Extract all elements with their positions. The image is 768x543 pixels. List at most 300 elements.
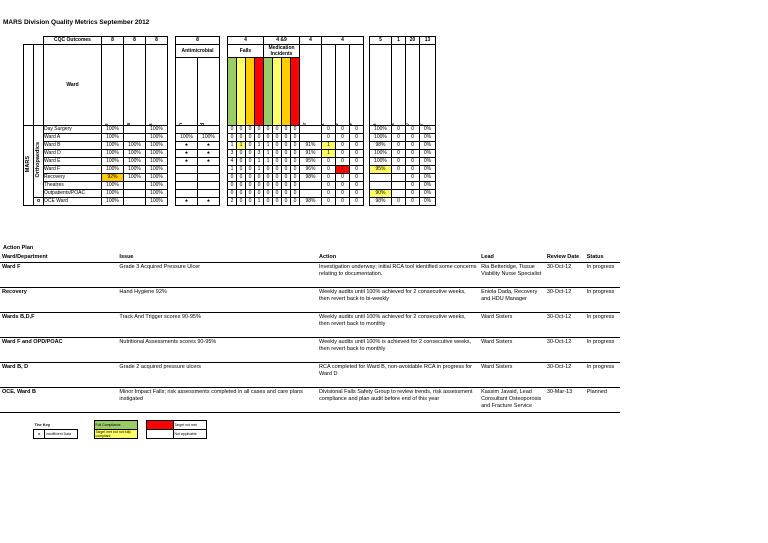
spacer [168, 198, 176, 206]
pressure-ulcer-cell: 0 [336, 142, 350, 150]
action-plan-table [0, 244, 620, 413]
ap-date: 30-Oct-12 [545, 363, 585, 388]
medication-cell: 0 [291, 126, 300, 134]
cleaning: 100% [146, 182, 168, 190]
single-sex [392, 182, 406, 190]
ap-status: In progress [585, 288, 620, 313]
end-date [198, 174, 220, 182]
medication-cell: 0 [273, 134, 282, 142]
staffing: 0% [420, 190, 436, 198]
pressure-ulcer-cell: 0 [350, 158, 364, 166]
medication-cell: 1 [264, 158, 273, 166]
ap-lead: Kassim Javaid, Lead Consultant Osteoporosis and Fracture Service [479, 388, 545, 413]
cleaning: 100% [146, 126, 168, 134]
table-row [0, 263, 620, 288]
falls-cell: 0 [237, 134, 246, 142]
ap-issue: Grade 3 Acquired Pressure Ulcer [117, 263, 317, 288]
medication-cell: 0 [282, 150, 291, 158]
falls-cell: 0 [255, 182, 264, 190]
medication-cell: 0 [264, 166, 273, 174]
ap-status: In progress [585, 338, 620, 363]
falls-cell: 0 [237, 166, 246, 174]
falls-cell: 0 [237, 158, 246, 166]
ap-ward: Ward F and OPD/POAC [0, 338, 117, 363]
staffing: 0% [420, 198, 436, 206]
nutrition [370, 174, 392, 182]
key-insufficient: Insufficient Data [45, 430, 78, 439]
ap-lead: Ward Sisters [479, 338, 545, 363]
medication-cell: 0 [273, 182, 282, 190]
medication-cell: 0 [282, 126, 291, 134]
medication-cell: 0 [291, 158, 300, 166]
end-date: ♠ [198, 198, 220, 206]
pressure-ulcer-cell: 0 [322, 190, 336, 198]
spacer [220, 190, 228, 198]
key-na: Not applicable [173, 430, 206, 439]
metrics-table [23, 36, 436, 206]
medication-cell: 1 [264, 150, 273, 158]
table-row [24, 134, 436, 142]
falls-cell: 0 [237, 174, 246, 182]
ap-action: RCA completed for Ward B, non-avoidable RCA in progress for Ward D [317, 363, 479, 388]
ap-header: Ward/Department [0, 253, 117, 263]
cleaning: 100% [146, 158, 168, 166]
antt [124, 198, 146, 206]
siri: 0 [406, 182, 420, 190]
ward-name: Outpatients/POAC [44, 190, 102, 198]
ap-header: Lead [479, 253, 545, 263]
falls-cell: 0 [255, 190, 264, 198]
pressure-ulcer-cell: 0 [350, 134, 364, 142]
medication-cell: 0 [291, 166, 300, 174]
key-full: Full Compliance [94, 421, 137, 430]
pressure-ulcer-cell: 0 [350, 126, 364, 134]
medication-cell: 0 [273, 190, 282, 198]
ward-name: Ward A [44, 134, 102, 142]
cleaning: 100% [146, 142, 168, 150]
antt: 100% [124, 150, 146, 158]
medication-cell: 0 [282, 158, 291, 166]
staffing: 0% [420, 150, 436, 158]
pressure-ulcer-cell: 0 [336, 190, 350, 198]
falls-cell: 0 [237, 190, 246, 198]
medication-cell: 0 [291, 134, 300, 142]
track-trigger: 96% [300, 166, 322, 174]
falls-cell: 0 [228, 182, 237, 190]
outcome-num: 8 [102, 37, 124, 45]
ap-date: 30-Oct-12 [545, 288, 585, 313]
medication-cell: 1 [264, 142, 273, 150]
medication-cell: 0 [282, 198, 291, 206]
falls-cell: 1 [255, 158, 264, 166]
falls-cell: 1 [228, 142, 237, 150]
single-sex: 0 [392, 142, 406, 150]
antt [124, 126, 146, 134]
medication-cell: 0 [282, 182, 291, 190]
hand-hygiene: 100% [102, 134, 124, 142]
cleaning: 100% [146, 174, 168, 182]
end-date [198, 126, 220, 134]
nutrition: 100% [370, 126, 392, 134]
medication-cell: 0 [264, 134, 273, 142]
division-cell [24, 126, 34, 206]
medication-cell: 0 [282, 190, 291, 198]
outcome-num: 4 [300, 37, 322, 45]
ap-status: Planned [585, 388, 620, 413]
staffing: 0% [420, 126, 436, 134]
pressure-ulcer-cell: 1 [336, 166, 350, 174]
hand-hygiene: 100% [102, 190, 124, 198]
medication-cell: 0 [291, 190, 300, 198]
spacer [220, 134, 228, 142]
table-row [0, 363, 620, 388]
spacer [220, 182, 228, 190]
pressure-ulcer-cell: 0 [350, 166, 364, 174]
key-not-met: Target not met [173, 421, 206, 430]
end-date: ♠ [198, 158, 220, 166]
outcome-num: 20 [406, 37, 420, 45]
cleaning: 100% [146, 150, 168, 158]
staffing: 0% [420, 134, 436, 142]
siri: 0 [406, 142, 420, 150]
ap-ward: Ward B, D [0, 363, 117, 388]
pressure-ulcer-cell: 0 [350, 190, 364, 198]
falls-cell: 1 [255, 142, 264, 150]
table-row [0, 288, 620, 313]
ap-header: Issue [117, 253, 317, 263]
falls-cell: 0 [246, 150, 255, 158]
spacer [168, 190, 176, 198]
directorate-name: Orthopaedics [35, 142, 41, 178]
medication-cell: 0 [282, 142, 291, 150]
staffing: 0% [420, 166, 436, 174]
medication-cell: 0 [291, 142, 300, 150]
nutrition: 100% [370, 134, 392, 142]
ap-status: In progress [585, 263, 620, 288]
falls-cell: 2 [228, 198, 237, 206]
ap-header: Review Date [545, 253, 585, 263]
ap-date: 30-Mar-13 [545, 388, 585, 413]
medication-cell: 0 [282, 134, 291, 142]
ward-name: Ward D [44, 150, 102, 158]
medication-cell: 0 [273, 142, 282, 150]
pressure-ulcer-cell: 0 [322, 174, 336, 182]
siri: 0 [406, 174, 420, 182]
spacer [168, 150, 176, 158]
ap-lead: Ward Sisters [479, 313, 545, 338]
antt [124, 134, 146, 142]
staffing: 0% [420, 158, 436, 166]
pressure-ulcer-cell: 0 [322, 166, 336, 174]
ap-lead: Ward Sisters [479, 363, 545, 388]
spacer [220, 126, 228, 134]
outcome-num: 8 [146, 37, 168, 45]
medication-cell: 0 [273, 166, 282, 174]
falls-cell: 3 [228, 150, 237, 158]
ward-name: Day Surgery [44, 126, 102, 134]
falls-cell: 0 [228, 190, 237, 198]
spacer [220, 166, 228, 174]
spacer [168, 182, 176, 190]
ap-lead: Eniola Dada, Recovery and HDU Manager [479, 288, 545, 313]
medication-cell: 0 [273, 158, 282, 166]
ward-name: Ward B [44, 142, 102, 150]
medication-cell: 0 [273, 174, 282, 182]
table-row [24, 182, 436, 190]
ap-header: Action [317, 253, 479, 263]
spacer [220, 158, 228, 166]
ap-issue: Grade 2 acquired pressure ulcers [117, 363, 317, 388]
spacer [220, 198, 228, 206]
nutrition: 100% [370, 150, 392, 158]
ap-action: Weekly audits until 100% achieved for 2 consecutive weeks, then revert back to monthly [317, 313, 479, 338]
spacer [168, 134, 176, 142]
key-target-met: Target met but not fully compliant [94, 430, 137, 439]
pressure-ulcer-cell: 0 [322, 126, 336, 134]
falls-cell: 0 [246, 166, 255, 174]
pressure-ulcer-cell: 0 [336, 182, 350, 190]
pressure-ulcer-cell: 0 [350, 198, 364, 206]
pressure-ulcer-cell: 0 [322, 182, 336, 190]
antt: 100% [124, 166, 146, 174]
medication-cell: 0 [264, 174, 273, 182]
pressure-ulcer-cell: 0 [350, 142, 364, 150]
medication-cell: 0 [282, 166, 291, 174]
falls-cell: 0 [246, 198, 255, 206]
pressure-ulcer-cell: 0 [350, 182, 364, 190]
spacer [220, 150, 228, 158]
nutrition: 95% [370, 166, 392, 174]
falls-cell: 0 [246, 142, 255, 150]
outcome-num: 4 [228, 37, 264, 45]
end-date [198, 182, 220, 190]
pressure-ulcer-cell: 0 [336, 158, 350, 166]
ap-ward: Recovery [0, 288, 117, 313]
medication-cell: 0 [273, 198, 282, 206]
falls-cell: 0 [237, 150, 246, 158]
cleaning: 100% [146, 190, 168, 198]
track-trigger [300, 134, 322, 142]
ward-name: Ward E [44, 158, 102, 166]
table-row [0, 313, 620, 338]
staffing: 0% [420, 142, 436, 150]
falls-cell: 1 [255, 166, 264, 174]
hand-hygiene: 100% [102, 158, 124, 166]
single-sex: 0 [392, 166, 406, 174]
hand-hygiene: 100% [102, 142, 124, 150]
ward-header: Ward [44, 45, 102, 126]
pressure-ulcer-cell: 0 [336, 150, 350, 158]
track-trigger [300, 126, 322, 134]
falls-cell: 0 [237, 198, 246, 206]
outcome-num: 4 [322, 37, 364, 45]
falls-cell: 0 [237, 182, 246, 190]
pressure-ulcer-cell: 0 [336, 174, 350, 182]
medication-cell: 0 [291, 174, 300, 182]
medication-cell: 0 [291, 198, 300, 206]
table-row [24, 190, 436, 198]
ap-status: In progress [585, 363, 620, 388]
hand-hygiene: 92% [102, 174, 124, 182]
correct-prescription [176, 182, 198, 190]
outcome-num: 1 [392, 37, 406, 45]
track-trigger: 98% [300, 174, 322, 182]
track-trigger: 91% [300, 142, 322, 150]
spacer [168, 158, 176, 166]
ap-issue: Hand Hygiene 92% [117, 288, 317, 313]
cqc-outcomes-label: CQC Outcomes [44, 37, 102, 45]
single-sex [392, 190, 406, 198]
nutrition: 90% [370, 190, 392, 198]
table-row [0, 338, 620, 363]
spacer [220, 174, 228, 182]
pressure-ulcer-cell: 0 [350, 174, 364, 182]
page-title: MARS Division Quality Metrics September 2012 [3, 19, 150, 26]
hand-hygiene: 100% [102, 126, 124, 134]
key-legend [33, 420, 207, 439]
track-trigger: 95% [300, 158, 322, 166]
ap-date: 30-Oct-12 [545, 338, 585, 363]
ward-name: Ward F [44, 166, 102, 174]
nutrition: 98% [370, 198, 392, 206]
siri: 0 [406, 198, 420, 206]
medication-cell: 0 [291, 182, 300, 190]
single-sex: 0 [392, 158, 406, 166]
siri: 0 [406, 134, 420, 142]
pressure-ulcer-cell: 0 [336, 126, 350, 134]
medication-cell: 0 [273, 126, 282, 134]
pressure-ulcer-cell: 1 [322, 150, 336, 158]
falls-header: Falls [228, 45, 264, 58]
track-trigger [300, 190, 322, 198]
pressure-ulcer-cell: 0 [336, 198, 350, 206]
outcome-num: 5 [370, 37, 392, 45]
ward-name: OCE Ward [44, 198, 102, 206]
medication-header: Medication Incidents [264, 45, 300, 58]
spade-icon: ♠ [34, 430, 45, 439]
falls-cell: 0 [246, 158, 255, 166]
falls-cell: 0 [228, 134, 237, 142]
ap-ward: OCE, Ward B [0, 388, 117, 413]
outcome-num: 13 [420, 37, 436, 45]
outcome-num: 8 [176, 37, 220, 45]
single-sex [392, 174, 406, 182]
medication-cell: 0 [264, 198, 273, 206]
table-row [24, 174, 436, 182]
single-sex: 0 [392, 150, 406, 158]
falls-cell: 0 [255, 134, 264, 142]
correct-prescription [176, 174, 198, 182]
medication-cell: 0 [264, 190, 273, 198]
correct-prescription: ♠ [176, 150, 198, 158]
table-row [24, 158, 436, 166]
ap-ward: Wards B,D,F [0, 313, 117, 338]
falls-cell: 0 [228, 126, 237, 134]
pressure-ulcer-cell: 0 [336, 134, 350, 142]
cleaning: 100% [146, 134, 168, 142]
ap-header: Status [585, 253, 620, 263]
cleaning: 100% [146, 166, 168, 174]
hand-hygiene: 100% [102, 150, 124, 158]
key-title: The Key [34, 422, 51, 428]
siri: 0 [406, 150, 420, 158]
spacer [220, 142, 228, 150]
ap-issue: Nutritional Assessments scores 90-95% [117, 338, 317, 363]
pressure-ulcer-cell: 1 [322, 142, 336, 150]
ap-action: Divisional Falls Safety Group to review trends, risk assessment compliance and plan audit before end of this year [317, 388, 479, 413]
hand-hygiene: 100% [102, 198, 124, 206]
pressure-ulcer-cell: 0 [322, 198, 336, 206]
falls-cell: 0 [228, 174, 237, 182]
end-date [198, 190, 220, 198]
pressure-ulcer-cell: 0 [350, 150, 364, 158]
action-plan-title: Action Plan [3, 245, 34, 251]
antt: 100% [124, 174, 146, 182]
ap-status: In progress [585, 313, 620, 338]
correct-prescription: ♠ [176, 198, 198, 206]
medication-cell: 0 [282, 174, 291, 182]
ap-date: 30-Oct-12 [545, 263, 585, 288]
falls-cell: 0 [255, 126, 264, 134]
falls-cell: 3 [255, 150, 264, 158]
falls-cell: 0 [246, 134, 255, 142]
correct-prescription: ♠ [176, 142, 198, 150]
siri: 0 [406, 158, 420, 166]
nutrition: 100% [370, 158, 392, 166]
ap-action: Investigation underway; initial RCA tool identified some concerns relating to documentation. [317, 263, 479, 288]
ward-name: Theatres [44, 182, 102, 190]
nutrition [370, 182, 392, 190]
nutrition: 98% [370, 142, 392, 150]
falls-cell: 0 [246, 126, 255, 134]
medication-cell: 0 [264, 182, 273, 190]
outcome-num: 4 &9 [264, 37, 300, 45]
table-row [24, 150, 436, 158]
ap-action: Weekly audits until 100% is achieved for 2 consecutive weeks, then revert back to monthly [317, 338, 479, 363]
ward-name: Recovery [44, 174, 102, 182]
medication-cell: 0 [273, 150, 282, 158]
spacer [168, 166, 176, 174]
pressure-ulcer-cell: 0 [322, 134, 336, 142]
falls-cell: 1 [237, 142, 246, 150]
division-name: MARS [25, 155, 31, 173]
spacer [168, 174, 176, 182]
correct-prescription [176, 126, 198, 134]
antt: 100% [124, 142, 146, 150]
table-row [24, 198, 436, 206]
table-row [24, 126, 436, 134]
outcome-num: 8 [124, 37, 146, 45]
correct-prescription: 100% [176, 134, 198, 142]
falls-cell: 1 [255, 198, 264, 206]
staffing: 0% [420, 174, 436, 182]
single-sex: 0 [392, 134, 406, 142]
alpha-cell: α [34, 198, 44, 206]
medication-cell: 0 [264, 126, 273, 134]
ap-date: 30-Oct-12 [545, 313, 585, 338]
end-date: 100% [198, 134, 220, 142]
antt [124, 190, 146, 198]
siri: 0 [406, 190, 420, 198]
siri: 0 [406, 166, 420, 174]
end-date: ♠ [198, 150, 220, 158]
track-trigger: 91% [300, 150, 322, 158]
staffing: 0% [420, 182, 436, 190]
siri: 0 [406, 126, 420, 134]
track-trigger [300, 182, 322, 190]
table-row [24, 166, 436, 174]
end-date [198, 166, 220, 174]
